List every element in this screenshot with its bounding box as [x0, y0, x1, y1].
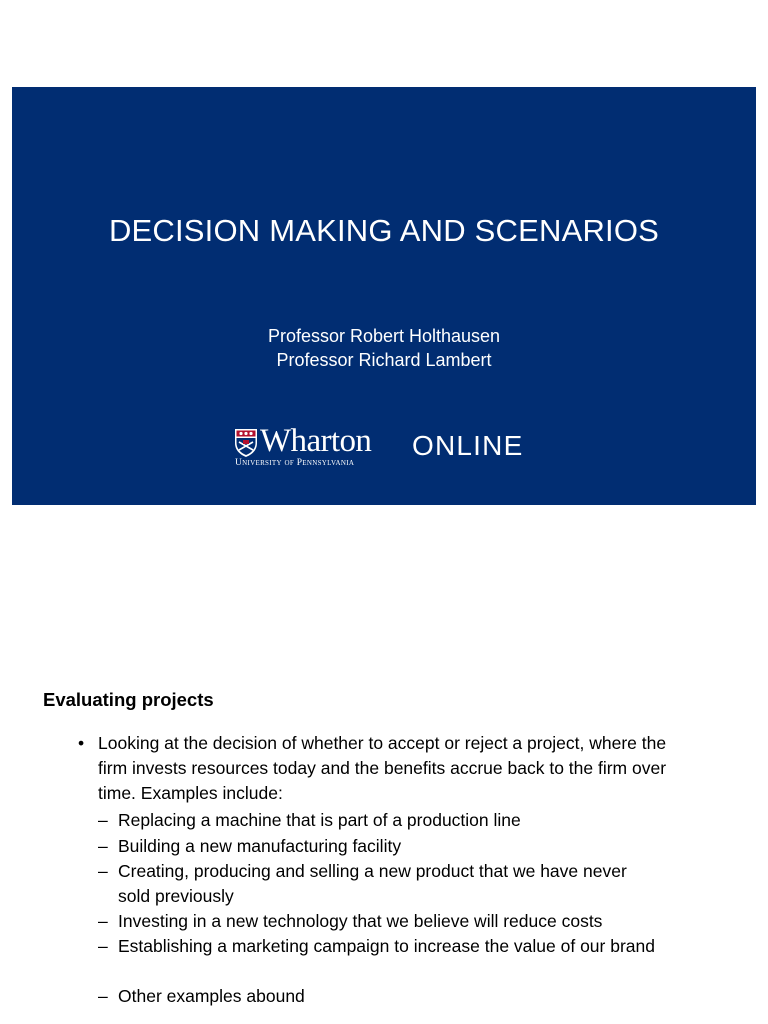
slide-title: DECISION MAKING AND SCENARIOS [108, 213, 660, 248]
sub-item-text: Establishing a marketing campaign to increase the value of our brand [118, 936, 655, 956]
dash-marker: – [98, 911, 108, 931]
bullet-marker: • [78, 733, 85, 753]
section-heading: Evaluating projects [43, 689, 214, 710]
dash-marker: – [98, 986, 108, 1006]
sub-item-text: Other examples abound [118, 986, 305, 1006]
university-subline [235, 457, 354, 469]
penn-shield-icon [234, 428, 258, 458]
wharton-wordmark: Wharton [260, 423, 372, 459]
wharton-online-logo [234, 425, 544, 473]
sub-item-text: Creating, producing and selling a new product that we have never sold previously [118, 861, 627, 906]
dash-marker: – [98, 836, 108, 856]
dash-marker: – [98, 936, 108, 956]
sub-item-text: Investing in a new technology that we believe will reduce costs [118, 911, 603, 931]
university-subline-text: University of Pennsylvania [235, 458, 355, 468]
sub-item-text: Replacing a machine that is part of a production line [118, 810, 521, 830]
sub-item-text: Building a new manufacturing facility [118, 836, 402, 856]
dash-marker: – [98, 861, 108, 881]
bullet-text: Looking at the decision of whether to accept or reject a project, where the firm invests resources today and the benefits accrue back to the firm over time. Examples include: [98, 733, 667, 803]
presenter-name: Professor Richard Lambert [276, 350, 492, 370]
dash-marker: – [98, 810, 108, 830]
presenter-name: Professor Robert Holthausen [267, 326, 501, 346]
online-wordmark: ONLINE [412, 430, 524, 461]
